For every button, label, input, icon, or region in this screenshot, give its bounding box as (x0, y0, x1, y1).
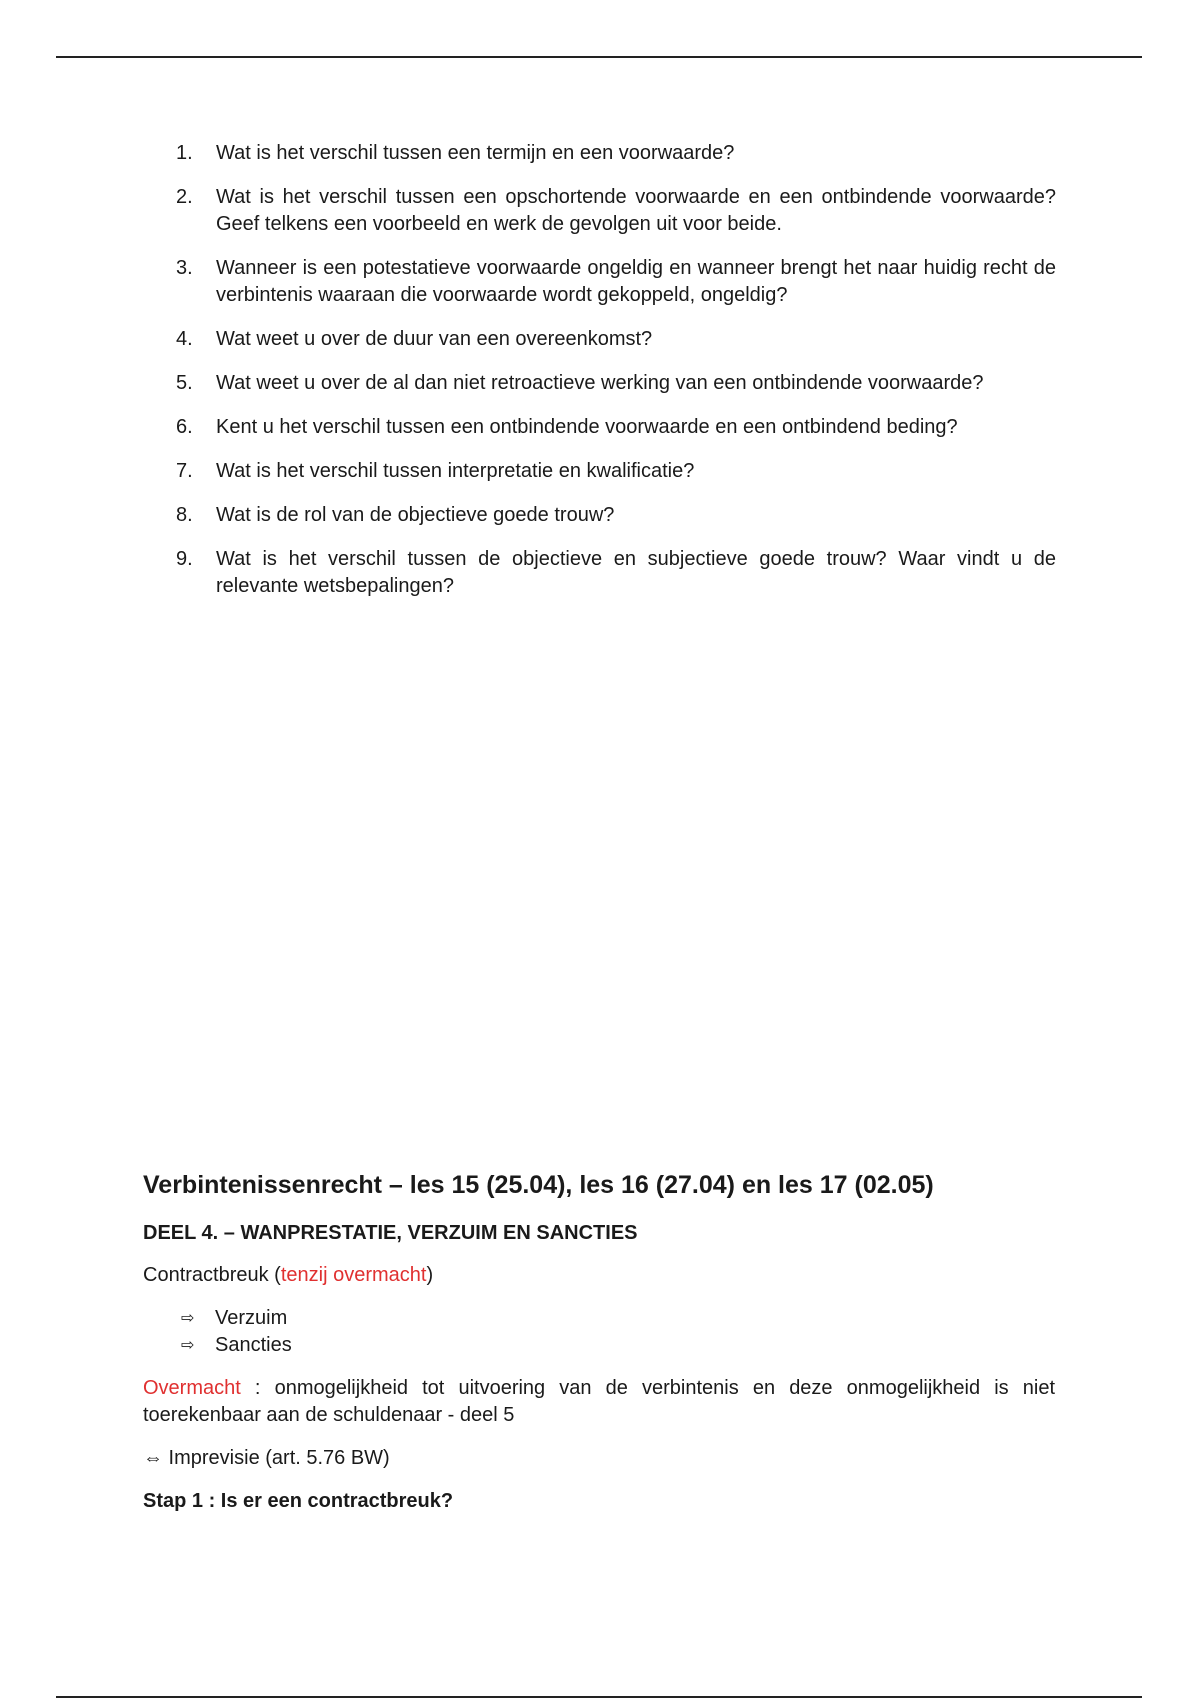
list-number: 1. (176, 142, 193, 164)
list-item (176, 184, 1056, 238)
list-number: 8. (176, 504, 193, 526)
question-text: Kent u het verschil tussen een ontbindende voorwaarde en een ontbindend beding? (216, 416, 958, 438)
contractbreuk-suffix: ) (426, 1264, 434, 1286)
question-list (176, 140, 1056, 617)
list-item (176, 326, 1056, 353)
list-number: 5. (176, 372, 193, 394)
left-right-arrow-icon: ⇔ (143, 1447, 163, 1469)
contractbreuk-line (143, 1262, 1055, 1289)
top-rule (56, 56, 1142, 58)
overmacht-term: Overmacht (143, 1377, 241, 1399)
list-number: 9. (176, 548, 193, 570)
list-item (176, 458, 1056, 485)
list-number: 6. (176, 416, 193, 438)
arrow-list-item (181, 1305, 1055, 1332)
question-text: Wat is het verschil tussen een opschortende voorwaarde en een ontbindende voorwaarde? Geef telkens een voorbeeld en werk de gevolgen uit voor beide. (216, 186, 1056, 235)
arrow-right-outline-icon: ⇨ (181, 1337, 195, 1354)
section-title: Verbintenissenrecht – les 15 (25.04), les 16 (27.04) en les 17 (02.05) (143, 1171, 934, 1199)
arrow-right-outline-icon: ⇨ (181, 1310, 195, 1327)
question-text: Wat is het verschil tussen de objectieve en subjectieve goede trouw? Waar vindt u de relevante wetsbepalingen? (216, 548, 1056, 597)
list-item (176, 502, 1056, 529)
question-text: Wat weet u over de duur van een overeenkomst? (216, 328, 653, 350)
list-number: 3. (176, 257, 193, 279)
stap-1-heading: Stap 1 : Is er een contractbreuk? (143, 1490, 454, 1512)
question-text: Wat is het verschil tussen interpretatie en kwalificatie? (216, 460, 695, 482)
arrow-list (143, 1305, 1055, 1359)
question-text: Wat is de rol van de objectieve goede trouw? (216, 504, 615, 526)
tenzij-overmacht-text: tenzij overmacht (280, 1264, 427, 1286)
list-item (176, 546, 1056, 600)
imprevisie-line (143, 1445, 1055, 1472)
overmacht-text: : onmogelijkheid tot uitvoering van de verbintenis en deze onmogelijkheid is niet toerekenbaar aan de schuldenaar - deel 5 (143, 1377, 1055, 1426)
list-item (176, 255, 1056, 309)
arrow-item-text: Sancties (215, 1334, 292, 1356)
question-text: Wat is het verschil tussen een termijn en een voorwaarde? (216, 142, 735, 164)
section-subtitle: DEEL 4. – WANPRESTATIE, VERZUIM EN SANCTIES (143, 1222, 638, 1244)
imprevisie-text: Imprevisie (art. 5.76 BW) (163, 1447, 390, 1469)
list-number: 7. (176, 460, 193, 482)
list-item (176, 370, 1056, 397)
bottom-rule (56, 1696, 1142, 1698)
list-number: 2. (176, 186, 193, 208)
list-item (176, 414, 1056, 441)
list-item (176, 140, 1056, 167)
overmacht-definition (143, 1375, 1055, 1429)
list-number: 4. (176, 328, 193, 350)
lesson-section (143, 1170, 1055, 1531)
arrow-item-text: Verzuim (215, 1307, 288, 1329)
arrow-list-item (181, 1332, 1055, 1359)
question-text: Wat weet u over de al dan niet retroactieve werking van een ontbindende voorwaarde? (216, 372, 984, 394)
question-text: Wanneer is een potestatieve voorwaarde ongeldig en wanneer brengt het naar huidig recht de verbintenis waaraan die voorwaarde wordt gekoppeld, ongeldig? (216, 257, 1056, 306)
contractbreuk-prefix: Contractbreuk ( (143, 1264, 281, 1286)
